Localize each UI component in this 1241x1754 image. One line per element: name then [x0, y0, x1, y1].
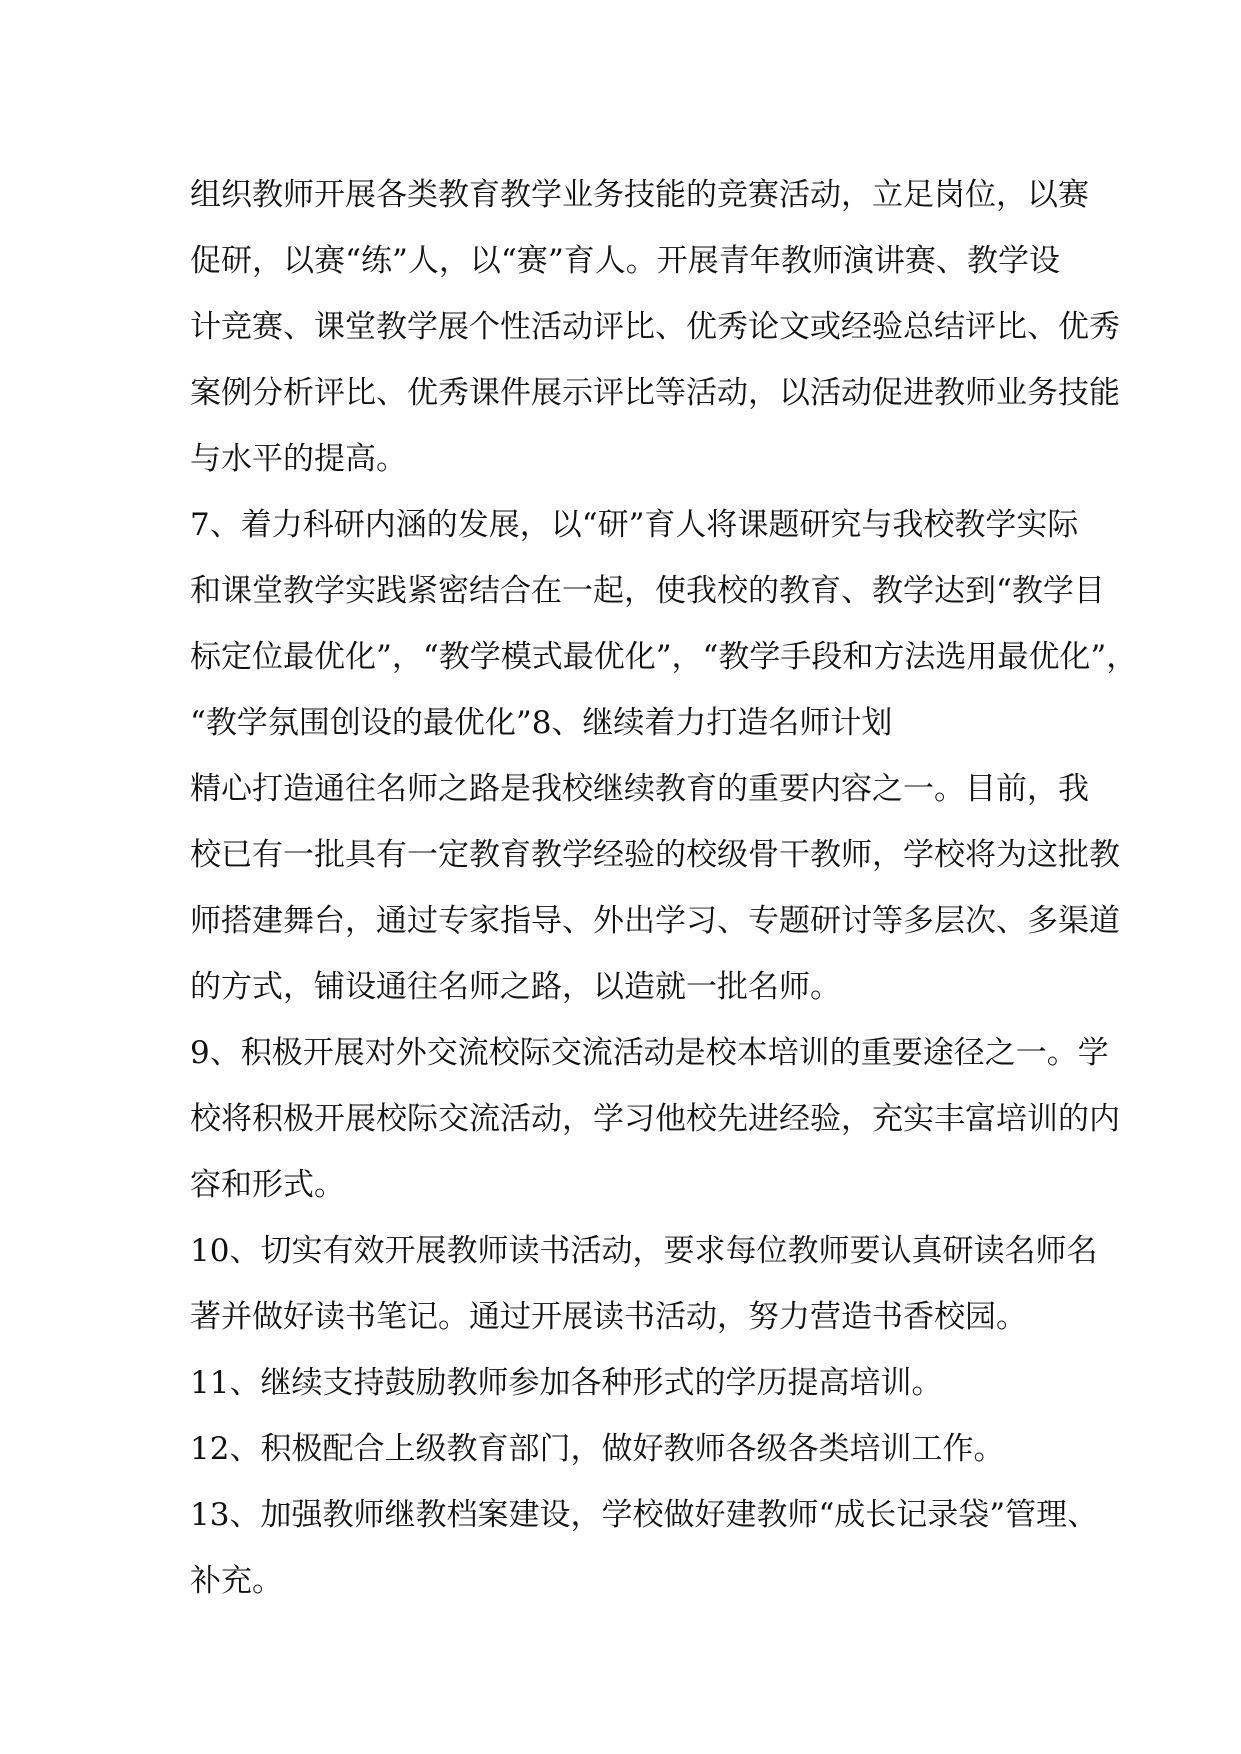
text-line: 补充。: [190, 1563, 283, 1599]
text-line: 和课堂教学实践紧密结合在一起，使我校的教育、教学达到“教学目: [190, 573, 1105, 609]
text-line: 师搭建舞台，通过专家指导、外出学习、专题研讨等多层次、多渠道: [190, 903, 1120, 939]
text-line: 精心打造通往名师之路是我校继续教育的重要内容之一。目前，我: [190, 771, 1089, 807]
text-line: 容和形式。: [190, 1167, 345, 1203]
text-line: 标定位最优化”，“教学模式最优化”，“教学手段和方法选用最优化”，: [190, 639, 1138, 675]
text-line: “教学氛围创设的最优化”8、继续着力打造名师计划: [190, 705, 893, 741]
text-line: 校已有一批具有一定教育教学经验的校级骨干教师，学校将为这批教: [190, 837, 1120, 873]
text-line: 9、积极开展对外交流校际交流活动是校本培训的重要途径之一。学: [190, 1035, 1109, 1071]
text-line: 13、加强教师继教档案建设，学校做好建教师“成长记录袋”管理、: [190, 1497, 1099, 1533]
text-line: 计竞赛、课堂教学展个性活动评比、优秀论文或经验总结评比、优秀: [190, 309, 1120, 345]
text-line: 案例分析评比、优秀课件展示评比等活动，以活动促进教师业务技能: [190, 375, 1120, 411]
text-line: 12、积极配合上级教育部门，做好教师各级各类培训工作。: [190, 1431, 1005, 1467]
text-line: 校将积极开展校际交流活动，学习他校先进经验，充实丰富培训的内: [190, 1101, 1120, 1137]
text-line: 的方式，铺设通往名师之路，以造就一批名师。: [190, 969, 841, 1005]
text-line: 著并做好读书笔记。通过开展读书活动，努力营造书香校园。: [190, 1299, 1027, 1335]
document-body: [190, 162, 1138, 1614]
text-line: 组织教师开展各类教育教学业务技能的竞赛活动，立足岗位，以赛: [190, 177, 1089, 213]
text-line: 7、着力科研内涵的发展，以“研”育人将课题研究与我校教学实际: [190, 507, 1079, 543]
text-line: 11、继续支持鼓励教师参加各种形式的学历提高培训。: [190, 1365, 943, 1401]
text-line: 促研，以赛“练”人，以“赛”育人。开展青年教师演讲赛、教学设: [190, 243, 1060, 279]
text-line: 10、切实有效开展教师读书活动，要求每位教师要认真研读名师名: [190, 1233, 1098, 1269]
text-line: 与水平的提高。: [190, 441, 407, 477]
